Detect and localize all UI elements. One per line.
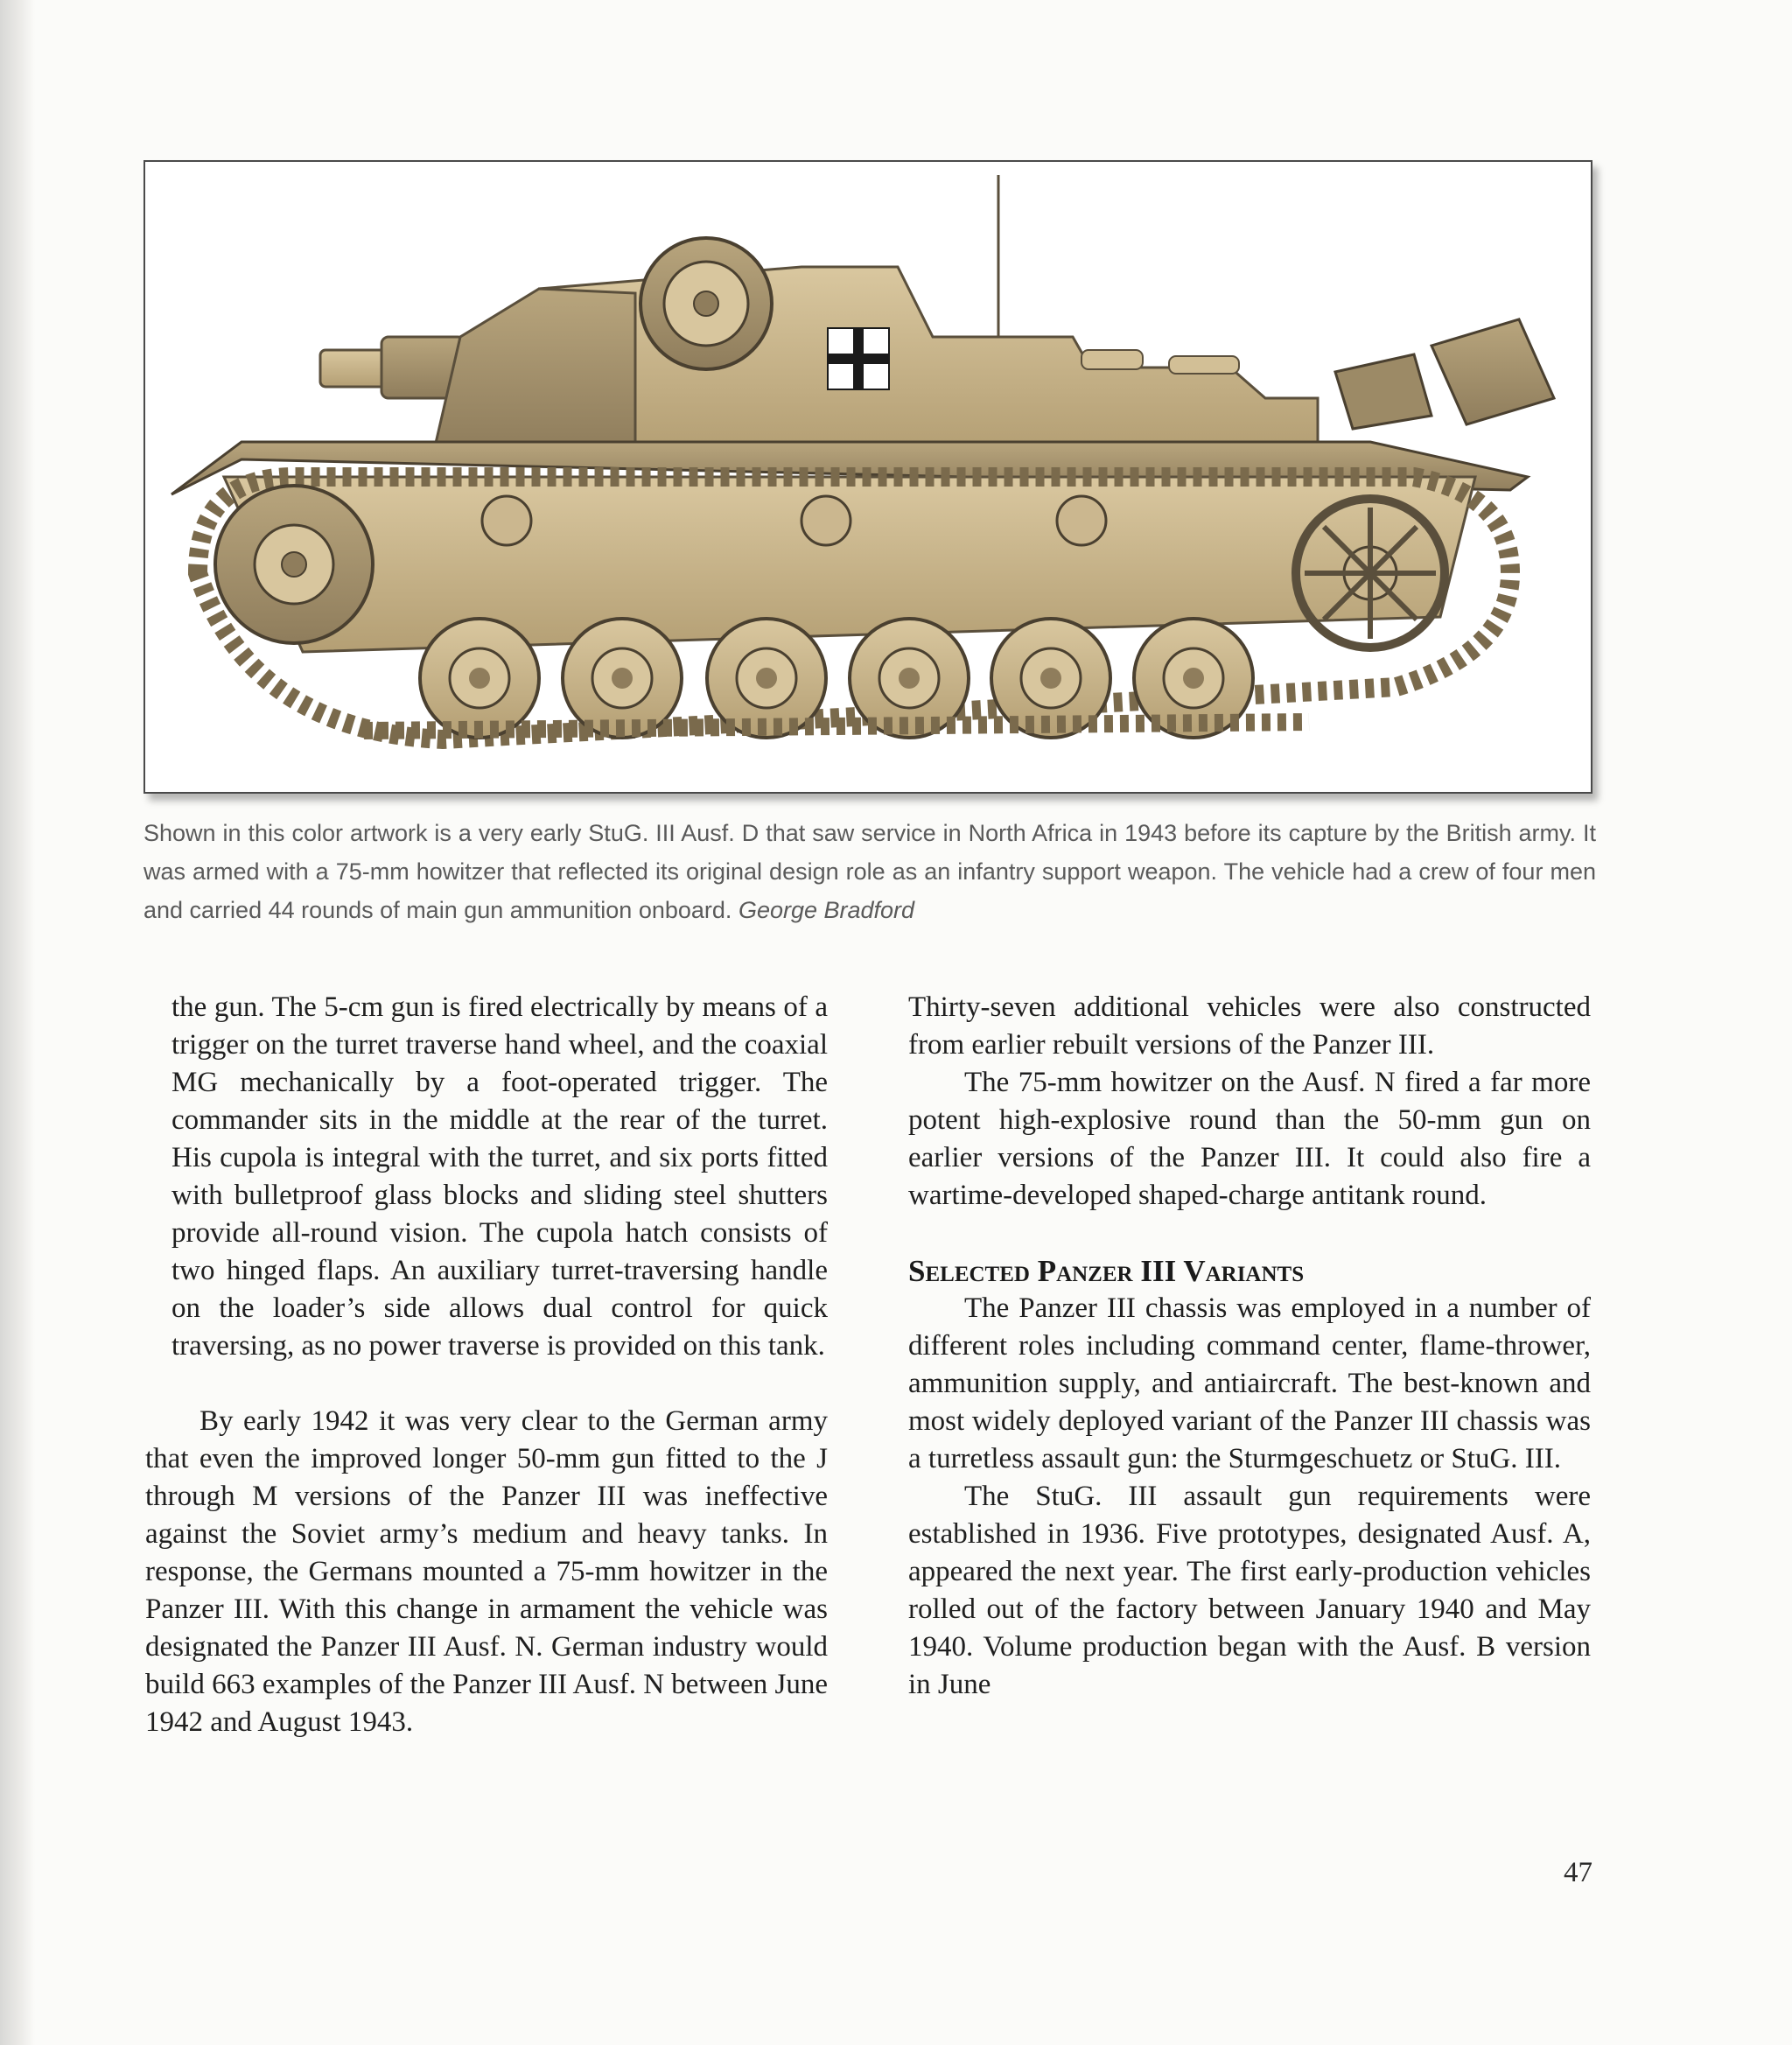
page-binding-shadow: [0, 0, 35, 2045]
right-paragraph-4: The StuG. III assault gun requirements were established in 1936. Five prototypes, designated Ausf. A, appeared the next year. The first early-production vehicles rolled out of the factory between January 1940 and May 1940. Volume production began with the Ausf. B version in June: [908, 1481, 1591, 1700]
right-paragraph-3: The Panzer III chassis was employed in a number of different roles including command center, flame-thrower, ammunition supply, and antiaircraft. The best-known and most widely deployed variant of the Panzer III chassis was a turretless assault gun: the Sturmgeschuetz or StuG. III.: [908, 1292, 1591, 1474]
figure-caption: [144, 814, 1596, 929]
caption-text: Shown in this color artwork is a very early StuG. III Ausf. D that saw service in North Africa in 1943 before its capture by the British army. It was armed with a 75-mm howitzer that reflected its original design role as an infantry support weapon. The vehicle had a crew of four men and carried 44 rounds of main gun ammunition onboard.: [144, 820, 1596, 923]
stug-iii-artwork: [145, 162, 1591, 792]
left-column: [145, 989, 828, 1741]
right-paragraph-2: The 75-mm howitzer on the Ausf. N fired a far more potent high-explosive round than the 50-mm gun on earlier versions of the Panzer III. It could also fire a wartime-developed shaped-charge antitank round.: [908, 1067, 1591, 1211]
right-column: [908, 989, 1591, 1704]
left-paragraph-2: By early 1942 it was very clear to the German army that even the improved longer 50-mm gun fitted to the J through M versions of the Panzer III was ineffective against the Soviet army’s medium and heavy tanks. In response, the Germans mounted a 75-mm howitzer in the Panzer III. With this change in armament the vehicle was designated the Panzer III Ausf. N. German industry would build 663 examples of the Panzer III Ausf. N between June 1942 and August 1943.: [145, 1405, 828, 1738]
page-number: 47: [1564, 1857, 1592, 1888]
section-heading: Selected Panzer III Variants: [908, 1254, 1305, 1288]
right-paragraph-1: Thirty-seven additional vehicles were also constructed from earlier rebuilt versions of the Panzer III.: [908, 991, 1591, 1061]
tank-illustration: [144, 160, 1592, 794]
caption-credit: George Bradford: [738, 897, 915, 923]
left-paragraph-1: the gun. The 5-cm gun is fired electrically by means of a trigger on the turret traverse hand wheel, and the coaxial MG mechanically by a foot-operated trigger. The commander sits in the middle at the rear of the turret. His cupola is integral with the turret, and six ports fitted with bulletproof glass blocks and sliding steel shutters provide all-round vision. The cupola hatch consists of two hinged flaps. An auxiliary turret-traversing handle on the loader’s side allows dual control for quick traversing, as no power traverse is provided on this tank.: [172, 991, 828, 1362]
